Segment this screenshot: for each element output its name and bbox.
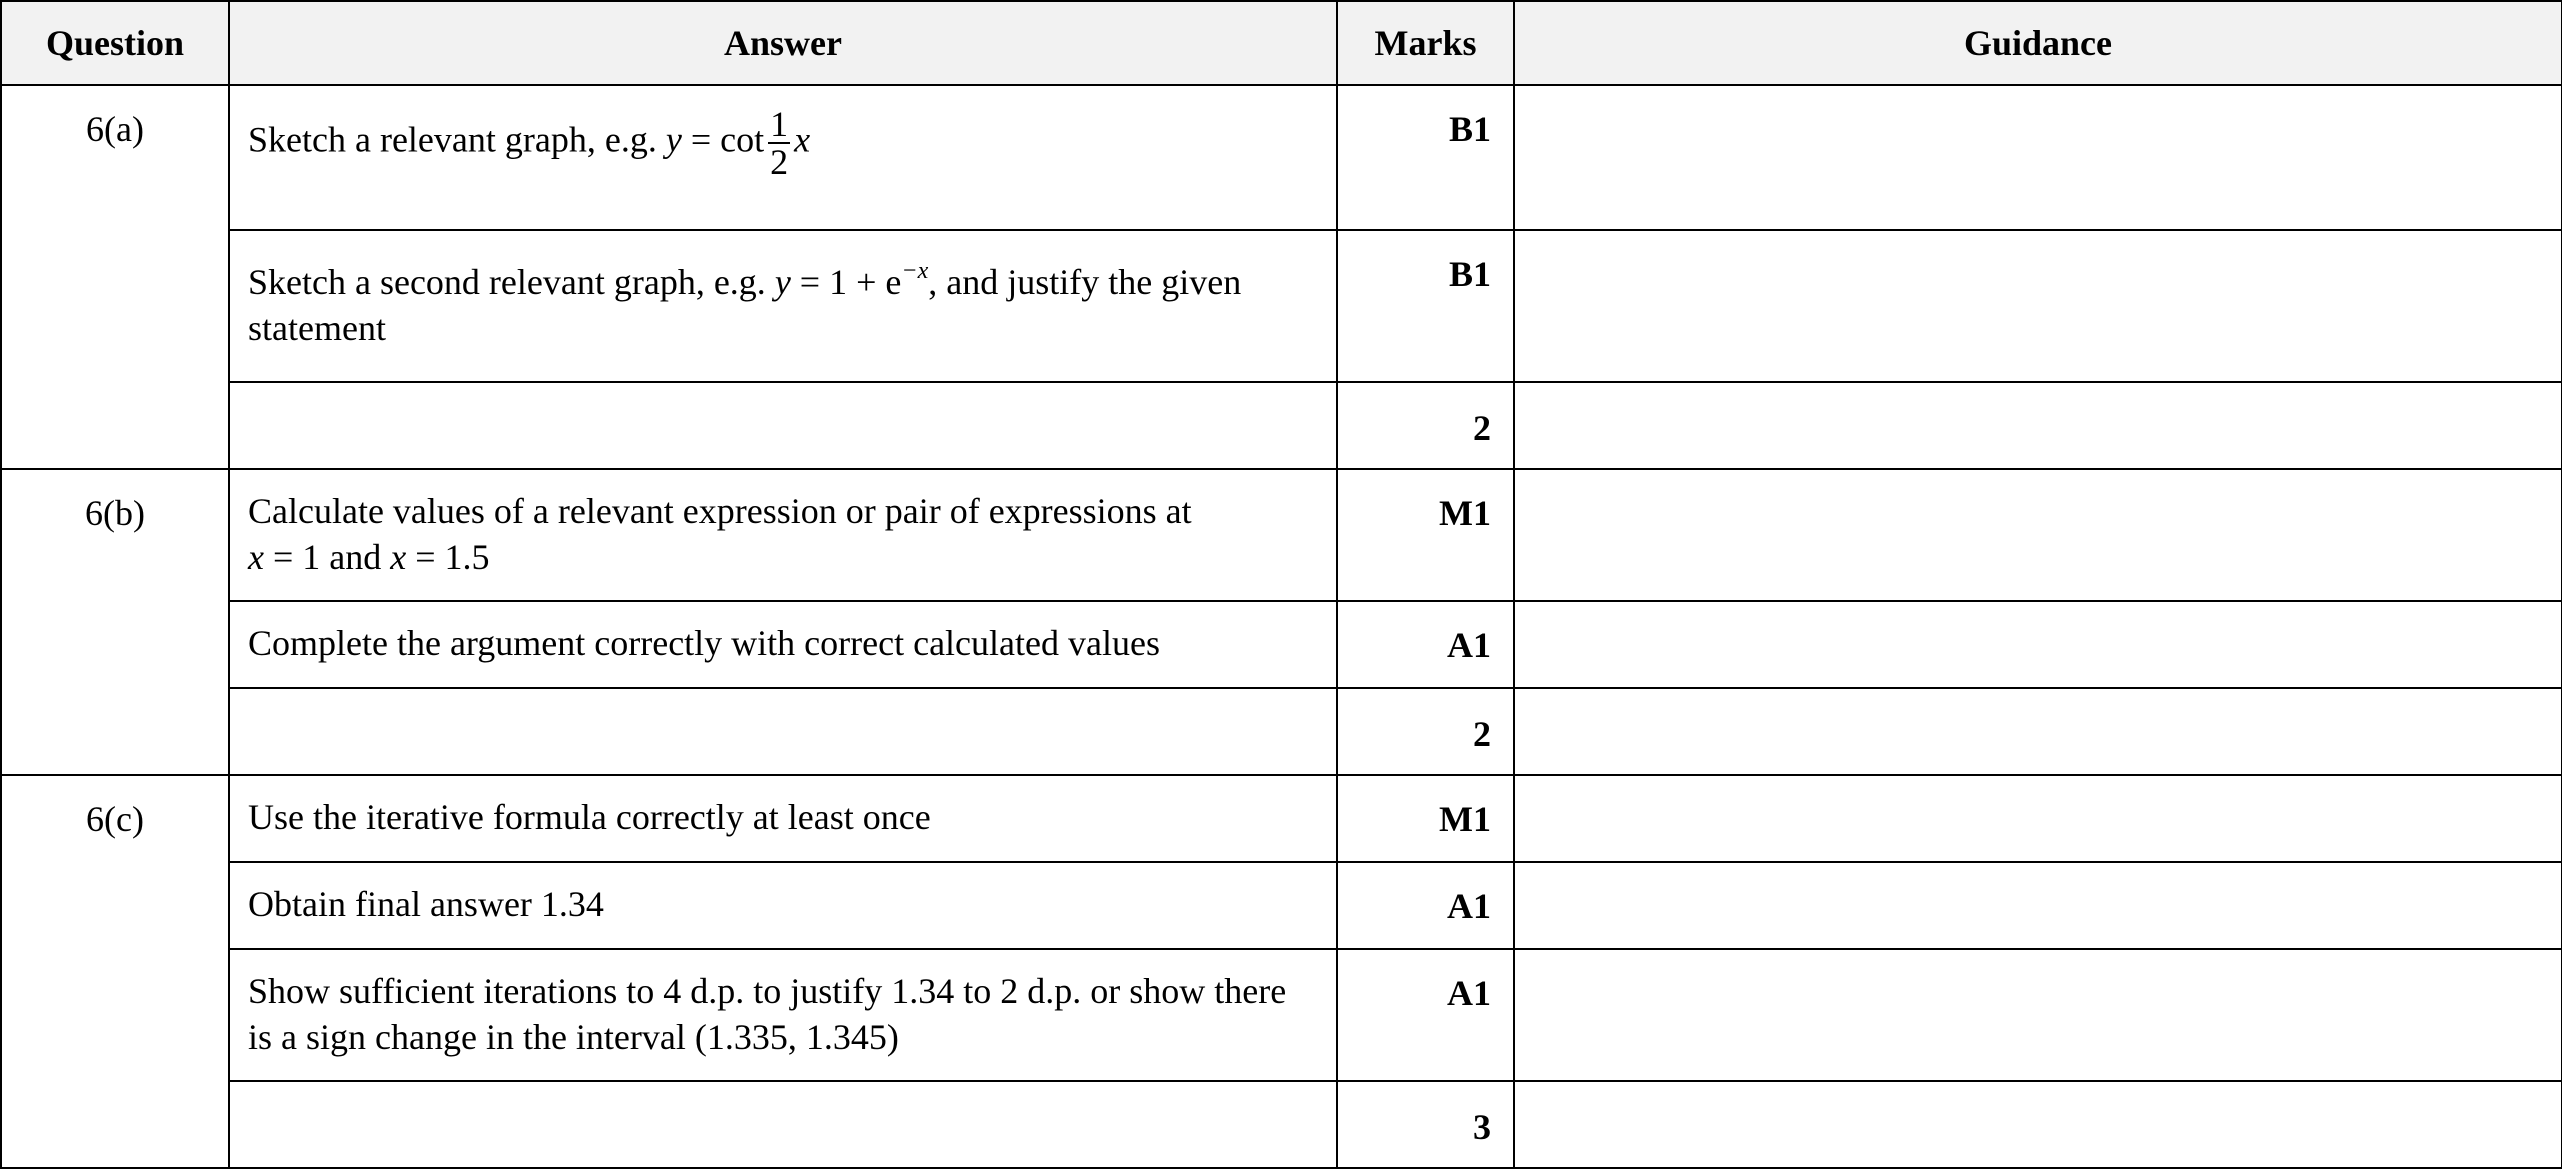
math-eq: = 1 + e — [799, 262, 902, 302]
table-row — [1, 469, 2562, 601]
table-row — [1, 1081, 2562, 1168]
answer-cell: Obtain final answer 1.34 — [229, 862, 1337, 949]
guidance-cell — [1514, 230, 2562, 382]
math-x: x — [794, 119, 811, 160]
guidance-cell — [1514, 85, 2562, 230]
math-eq: = cot — [690, 119, 765, 160]
math-x: x — [390, 537, 407, 577]
guidance-cell — [1514, 775, 2562, 862]
mark-cell: A1 — [1337, 601, 1514, 688]
guidance-cell — [1514, 601, 2562, 688]
question-label-6a: 6(a) — [1, 85, 229, 469]
answer-text-after: , and justify the given statement — [248, 262, 1242, 348]
question-label-6c: 6(c) — [1, 775, 229, 1168]
mark-total: 2 — [1337, 382, 1514, 469]
table-row — [1, 775, 2562, 862]
answer-cell: Use the iterative formula correctly at least once — [229, 775, 1337, 862]
answer-text: Sketch a relevant graph, e.g. — [248, 119, 657, 160]
answer-cell: Show sufficient iterations to 4 d.p. to justify 1.34 to 2 d.p. or show there is a sign change in the interval (1.335, 1.345) — [229, 949, 1337, 1081]
mark-cell: B1 — [1337, 230, 1514, 382]
table-row — [1, 382, 2562, 469]
mark-cell: M1 — [1337, 469, 1514, 601]
answer-text: Calculate values of a relevant expression or pair of expressions at — [248, 491, 1192, 531]
mark-cell: A1 — [1337, 949, 1514, 1081]
table-row — [1, 230, 2562, 382]
fraction — [768, 106, 790, 180]
header-row — [1, 1, 2562, 85]
answer-cell — [229, 382, 1337, 469]
header-marks: Marks — [1337, 1, 1514, 85]
table-row — [1, 85, 2562, 230]
table-row — [1, 862, 2562, 949]
fraction-numerator: 1 — [770, 104, 789, 144]
table-row — [1, 949, 2562, 1081]
question-label-6b: 6(b) — [1, 469, 229, 775]
table-row — [1, 688, 2562, 775]
answer-cell — [229, 230, 1337, 382]
guidance-cell — [1514, 862, 2562, 949]
header-guidance: Guidance — [1514, 1, 2562, 85]
math-y: y — [774, 262, 791, 302]
mark-total: 3 — [1337, 1081, 1514, 1168]
math-x: x — [248, 537, 264, 577]
mark-total: 2 — [1337, 688, 1514, 775]
header-question: Question — [1, 1, 229, 85]
mark-cell: M1 — [1337, 775, 1514, 862]
answer-cell: Complete the argument correctly with correct calculated values — [229, 601, 1337, 688]
math-eq: = 1.5 — [415, 537, 490, 577]
answer-text: Sketch a second relevant graph, e.g. — [248, 262, 766, 302]
guidance-cell — [1514, 949, 2562, 1081]
mark-cell: B1 — [1337, 85, 1514, 230]
answer-cell — [229, 85, 1337, 230]
math-y: y — [665, 119, 682, 160]
answer-cell — [229, 688, 1337, 775]
answer-cell — [229, 1081, 1337, 1168]
guidance-cell — [1514, 1081, 2562, 1168]
math-exponent: −x — [901, 258, 929, 284]
answer-cell — [229, 469, 1337, 601]
header-answer: Answer — [229, 1, 1337, 85]
mark-cell: A1 — [1337, 862, 1514, 949]
math-eq: = 1 and — [272, 537, 382, 577]
fraction-denominator: 2 — [770, 142, 789, 182]
guidance-cell — [1514, 688, 2562, 775]
guidance-cell — [1514, 469, 2562, 601]
guidance-cell — [1514, 382, 2562, 469]
table-row — [1, 601, 2562, 688]
